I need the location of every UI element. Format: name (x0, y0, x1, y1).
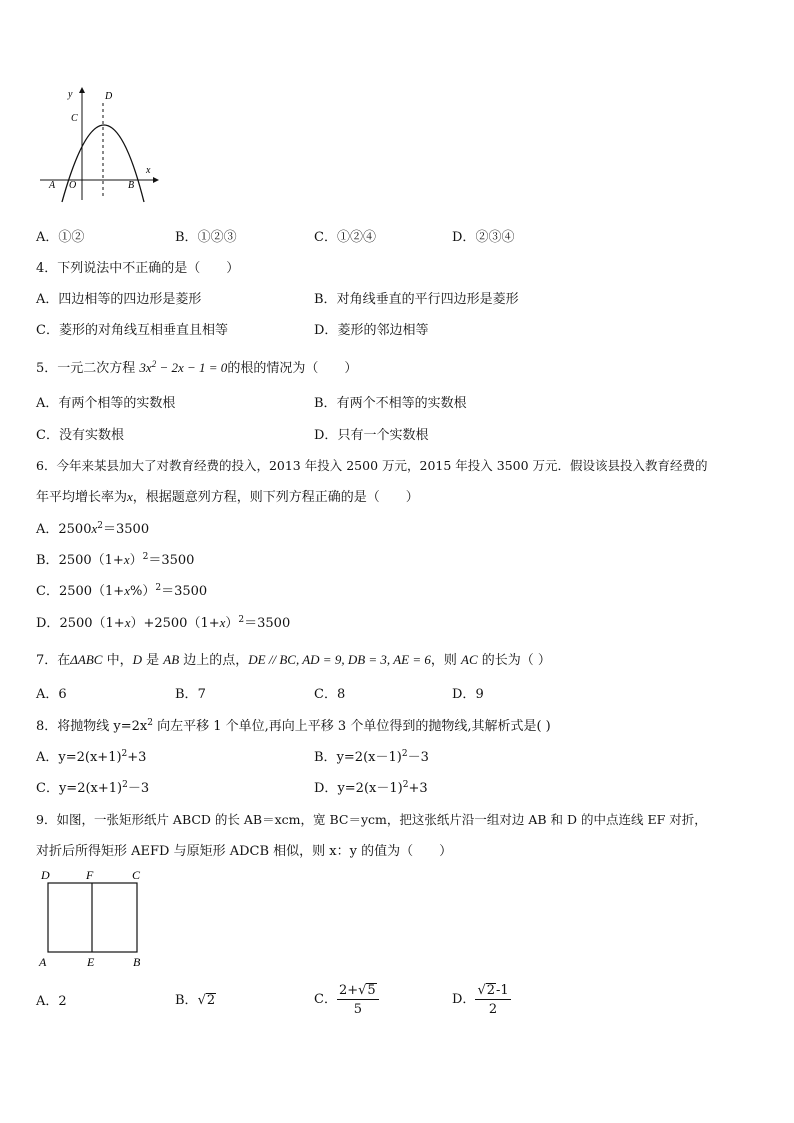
q7-conds: DE // BC, AD = 9, DB = 3, AE = 6 (248, 652, 431, 667)
q9-option-b[interactable] (175, 993, 216, 1007)
label-A: A (39, 955, 47, 969)
q7-option-d[interactable] (452, 688, 484, 701)
option-text: 没有实数根 (58, 428, 124, 443)
q7-seg: AB (163, 652, 180, 667)
num-post: -1 (496, 983, 509, 998)
q7-mid2: 是 (142, 653, 164, 668)
opt-var: x (124, 615, 131, 630)
option-letter: D． (314, 781, 338, 796)
option-letter: C． (314, 687, 337, 702)
opt-pre: 2500（1+ (59, 616, 125, 631)
rectangle-figure (36, 866, 156, 970)
radicand: 5 (367, 983, 376, 998)
num-pre: 2+ (338, 983, 359, 998)
q5-stem (36, 361, 357, 375)
option-text: 菱形的对角线互相垂直且相等 (58, 323, 228, 338)
q5-option-d[interactable] (314, 429, 428, 442)
option-letter: B． (314, 396, 337, 411)
q6-stem-line2 (36, 490, 419, 504)
opt-post: +3 (408, 781, 428, 796)
q5-option-b[interactable] (314, 397, 467, 410)
q6-option-b[interactable] (36, 553, 194, 567)
q7-mid1: 中， (102, 653, 133, 668)
option-letter: B． (36, 553, 59, 568)
eq-tail: − 1 = 0 (183, 360, 228, 375)
q8-stem-a: 8．将抛物线 y=2x (36, 719, 148, 734)
opt-post: ＝3500 (244, 616, 291, 631)
option-letter: C． (36, 428, 59, 443)
fraction (337, 983, 379, 1016)
opt-post: ＝3500 (148, 553, 195, 568)
eq-power: 2 (151, 359, 157, 369)
eq-coef: 3 (139, 360, 146, 375)
q9-option-c[interactable] (314, 983, 379, 1016)
q4-option-d[interactable] (314, 324, 428, 337)
q5-stem-suffix: 的根的情况为（ ） (227, 361, 358, 376)
opt-mid: ）+2500（1+ (130, 616, 220, 631)
option-letter: A． (36, 522, 59, 537)
opt-sup: 2 (121, 749, 128, 759)
q8-option-d[interactable] (314, 782, 428, 795)
q3-option-a[interactable] (36, 231, 84, 244)
q6-stem-line1: 6．今年来某县加大了对教育经费的投入，2013 年投入 2500 万元，2015 年投入 3500 万元．假设该县投入教育经费的 (36, 458, 708, 473)
q7-point: D (132, 652, 142, 667)
option-letter: A． (36, 994, 59, 1009)
eq-var: x (145, 360, 152, 375)
numerator (475, 983, 510, 1000)
eq-var2: x (177, 360, 184, 375)
option-letter: D． (314, 428, 338, 443)
numerator (337, 983, 379, 1000)
q5-stem-prefix: 5．一元二次方程 (36, 361, 136, 376)
option-letter: C． (36, 781, 59, 796)
option-letter: D． (452, 992, 476, 1007)
q8-stem (36, 720, 551, 733)
q3-option-b[interactable] (175, 231, 237, 244)
option-letter: B． (175, 687, 198, 702)
opt-post: －3 (127, 781, 150, 796)
q7-target: AC (461, 652, 478, 667)
option-text: 有两个不相等的实数根 (336, 396, 467, 411)
label-F: F (86, 868, 94, 882)
q6-option-c[interactable] (36, 584, 207, 598)
opt-post: ＝3500 (103, 522, 150, 537)
option-text: 对角线垂直的平行四边形是菱形 (336, 292, 519, 307)
opt-pre: y=2(x+1) (58, 781, 123, 796)
label-C: C (132, 868, 141, 882)
label-B: B (133, 955, 141, 969)
label-O: O (69, 180, 77, 191)
opt-pre: 2500（1+ (58, 584, 125, 599)
opt-post: +3 (127, 750, 147, 765)
opt-pre: y=2(x－1) (337, 781, 403, 796)
option-letter: C． (314, 230, 337, 245)
opt-sup: 2 (238, 615, 245, 625)
sqrt-sign: √ (477, 983, 486, 998)
opt-var2: x (219, 615, 226, 630)
opt-pre: y=2(x－1) (336, 750, 402, 765)
option-letter: A． (36, 396, 59, 411)
opt-sup: 2 (142, 552, 149, 562)
option-letter: B． (314, 292, 337, 307)
opt-sup: 2 (97, 521, 103, 531)
opt-post: －3 (407, 750, 429, 765)
opt-mid2: ） (225, 616, 239, 631)
q7-num: 7．在 (36, 653, 71, 668)
option-letter: B． (175, 230, 198, 245)
option-text: 9 (475, 687, 484, 702)
opt-sup: 2 (401, 749, 408, 759)
opt-sup: 2 (122, 780, 128, 790)
opt-var: x (123, 552, 130, 567)
q6-stem-a: 年平均增长率为 (36, 490, 128, 505)
label-x: x (146, 165, 151, 176)
option-text: ②③④ (475, 230, 515, 245)
option-letter: D． (314, 323, 338, 338)
q4-option-c[interactable] (36, 324, 228, 337)
option-text: 菱形的邻边相等 (337, 323, 429, 338)
q8-option-a[interactable] (36, 751, 146, 764)
option-text: ①② (58, 230, 85, 245)
option-text: 有两个相等的实数根 (58, 396, 176, 411)
q9-option-a[interactable] (36, 995, 67, 1008)
q7-tail: 的长为（ ） (477, 653, 551, 668)
option-letter: D． (452, 687, 476, 702)
label-A: A (49, 180, 56, 191)
denominator: 2 (488, 1002, 498, 1017)
opt-var: x (91, 521, 98, 536)
q3-option-c[interactable] (314, 231, 376, 244)
q4-stem: 4．下列说法中不正确的是（ ） (36, 261, 240, 276)
q9-stem-line1: 9．如图，一张矩形纸片 ABCD 的长 AB＝xcm，宽 BC＝ycm，把这张纸片沿一组对边 AB 和 D 的中点连线 EF 对折， (36, 812, 707, 827)
option-letter: A． (36, 687, 59, 702)
q5-equation (139, 360, 227, 375)
option-letter: C． (36, 323, 59, 338)
q9-stem-line2: 对折后所得矩形 AEFD 与原矩形 ADCB 相似，则 x：y 的值为（ ） (36, 844, 453, 859)
label-E: E (87, 955, 95, 969)
label-D: D (41, 868, 50, 882)
opt-var: x (124, 583, 130, 598)
label-B: B (128, 180, 135, 191)
opt-mid: ） (129, 553, 143, 568)
q5-option-c[interactable] (36, 429, 124, 442)
q8-stem-b: 向左平移 1 个单位,再向上平移 3 个单位得到的抛物线,其解析式是( ) (152, 719, 551, 734)
option-letter: A． (36, 292, 59, 307)
q9-option-d[interactable] (452, 983, 511, 1016)
option-letter: A． (36, 230, 59, 245)
q7-mid3: 边上的点， (179, 653, 249, 668)
opt-pre: 2500（1+ (58, 553, 124, 568)
label-D: D (105, 91, 113, 102)
parabola-graph (36, 84, 166, 204)
q6-option-d[interactable] (36, 616, 290, 630)
label-y: y (68, 89, 73, 100)
q6-option-a[interactable] (36, 522, 149, 536)
opt-pre: y=2(x+1) (58, 750, 122, 765)
option-text: 四边相等的四边形是菱形 (58, 292, 202, 307)
opt-mid: %） (129, 584, 156, 599)
option-letter: D． (452, 230, 476, 245)
option-text: 8 (336, 687, 346, 702)
option-letter: B． (175, 993, 198, 1008)
option-letter: C． (36, 584, 59, 599)
q6-var: x (127, 489, 133, 504)
q8-option-c[interactable] (36, 782, 149, 795)
q8-option-b[interactable] (314, 751, 429, 764)
q7-mid4: ，则 (430, 653, 461, 668)
option-letter: C． (314, 992, 337, 1007)
option-text: 只有一个实数根 (337, 428, 429, 443)
sqrt-sign: √ (358, 983, 367, 998)
q6-stem-b: ，根据题意列方程，则下列方程正确的是（ ） (132, 490, 419, 505)
q7-triangle: ΔABC (70, 652, 103, 667)
q7-option-b[interactable] (175, 688, 206, 701)
opt-sup: 2 (155, 583, 162, 593)
opt-pre: 2500 (58, 522, 92, 537)
eq-rest: − 2 (156, 360, 178, 375)
opt-post: ＝3500 (161, 584, 208, 599)
q5-option-a[interactable] (36, 397, 175, 410)
q8-stem-sup: 2 (147, 718, 153, 728)
option-text: ①②④ (336, 230, 376, 245)
q7-option-c[interactable] (314, 688, 345, 701)
option-letter: D． (36, 616, 60, 631)
sqrt-sign: √ (197, 993, 206, 1008)
option-letter: B． (314, 750, 337, 765)
option-letter: A． (36, 750, 59, 765)
q3-option-d[interactable] (452, 231, 514, 244)
denominator: 5 (353, 1002, 362, 1017)
q4-option-a[interactable] (36, 293, 201, 306)
q4-option-b[interactable] (314, 293, 519, 306)
option-text: ①②③ (197, 230, 237, 245)
opt-sup: 2 (402, 780, 409, 790)
label-C: C (71, 113, 78, 124)
option-text: 2 (58, 994, 67, 1009)
option-text: 7 (197, 687, 206, 702)
radicand: 2 (206, 993, 216, 1008)
radicand: 2 (486, 983, 496, 998)
q7-stem (36, 653, 551, 667)
option-text: 6 (58, 687, 67, 702)
q7-option-a[interactable] (36, 688, 67, 701)
fraction (475, 983, 510, 1016)
